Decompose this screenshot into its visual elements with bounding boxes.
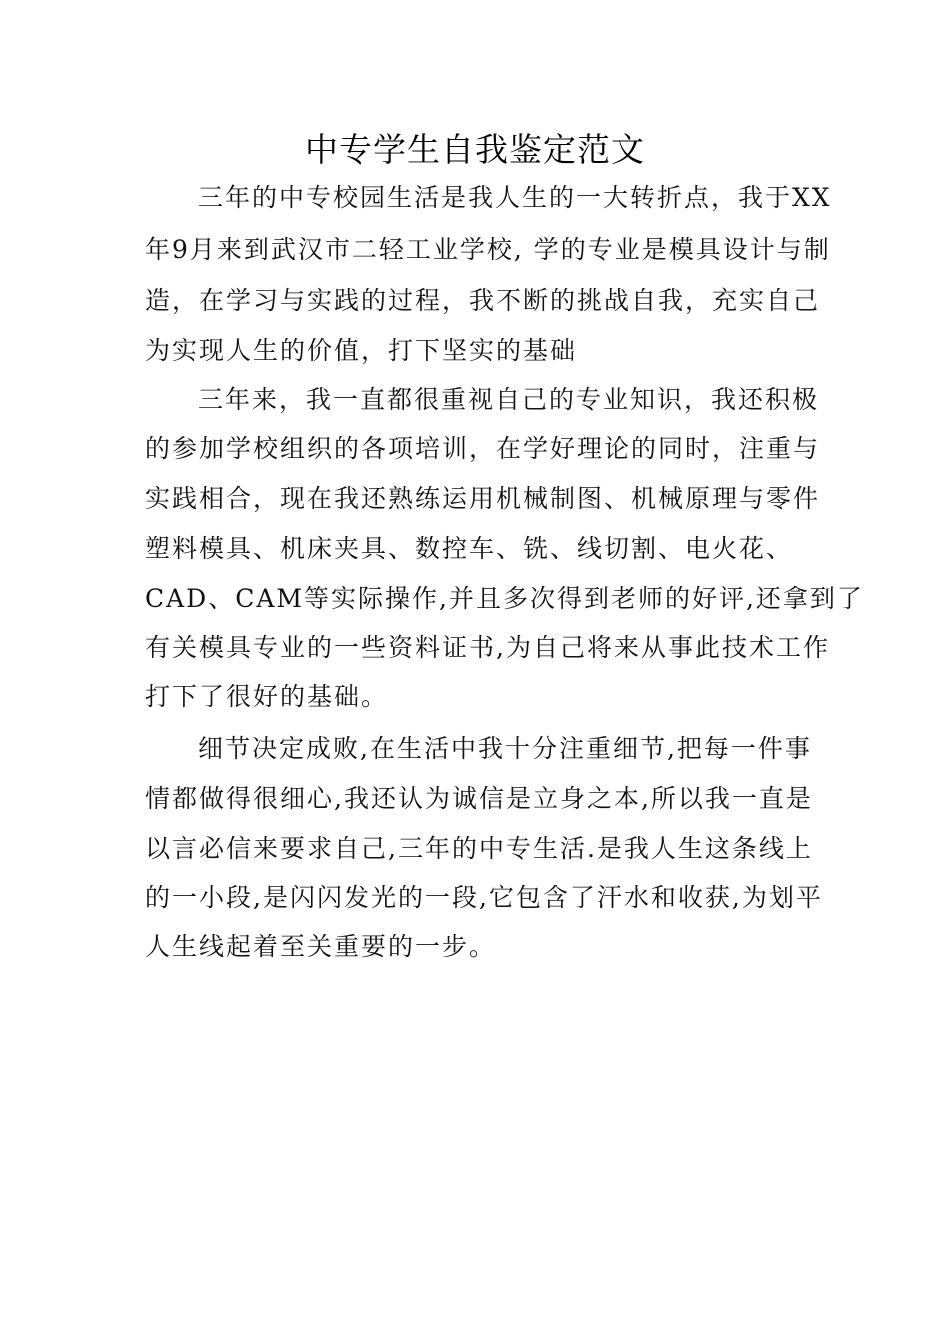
paragraph-2-line-7: 打下了很好的基础。 (145, 682, 389, 711)
paragraph-2-line-5: CAD、CAM等实际操作,并且多次得到老师的好评,还拿到了 (145, 584, 864, 613)
paragraph-2-line-6: 有关模具专业的一些资料证书,为自己将来从事此技术工作 (145, 633, 830, 662)
document-title: 中专学生自我鉴定范文 (305, 130, 645, 169)
paragraph-1-line-4: 为实现人生的价值，打下坚实的基础 (145, 336, 578, 365)
paragraph-2-line-3: 实践相合，现在我还熟练运用机械制图、机械原理与零件 (145, 484, 821, 513)
paragraph-3-line-1: 细节决定成败,在生活中我十分注重细节,把每一件事 (198, 734, 812, 763)
paragraph-1-line-2: 年9月来到武汉市二轻工业学校, 学的专业是模具设计与制 (145, 235, 831, 264)
paragraph-1-line-3: 造，在学习与实践的过程，我不断的挑战自我，充实自己 (145, 286, 821, 315)
paragraph-2-line-4: 塑料模具、机床夹具、数控车、铣、线切割、电火花、 (145, 534, 794, 563)
paragraph-2-line-1: 三年来，我一直都很重视自己的专业知识，我还积极 (198, 385, 820, 414)
paragraph-2-line-2: 的参加学校组织的各项培训，在学好理论的同时，注重与 (145, 434, 821, 463)
paragraph-3-line-3: 以言必信来要求自己,三年的中专生活.是我人生这条线上 (145, 834, 813, 863)
paragraph-3-line-5: 人生线起着至关重要的一步。 (145, 932, 497, 961)
paragraph-3-line-4: 的一小段,是闪闪发光的一段,它包含了汗水和收获,为划平 (145, 883, 823, 912)
paragraph-3-line-2: 情都做得很细心,我还认为诚信是立身之本,所以我一直是 (145, 784, 813, 813)
paragraph-1-line-1: 三年的中专校园生活是我人生的一大转折点，我于XX (198, 183, 832, 212)
